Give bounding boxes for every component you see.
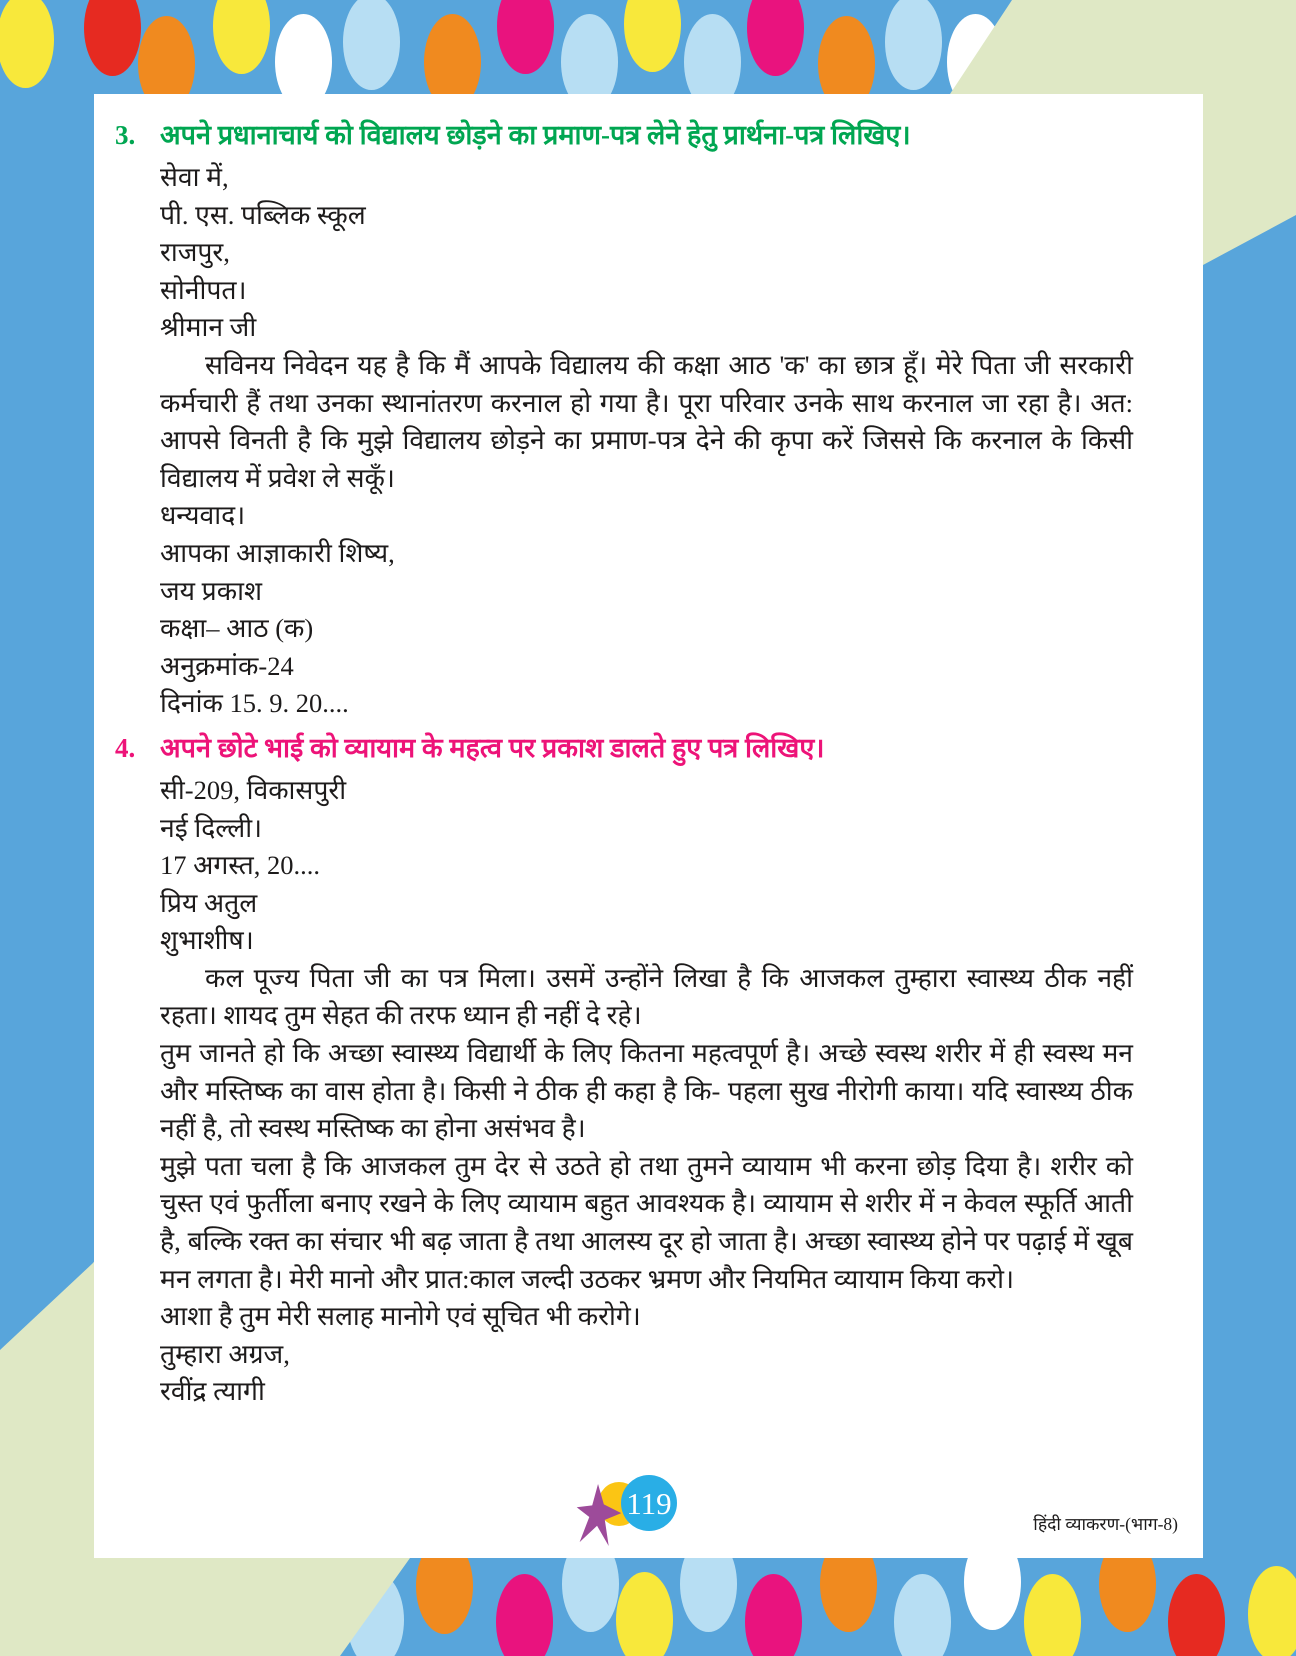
letter-line: दिनांक 15. 9. 20.... — [160, 688, 349, 719]
ribbon-star-icon — [576, 1484, 622, 1548]
question-number: 4. — [115, 732, 136, 763]
yellow-dot — [1248, 1566, 1296, 1656]
yellow-dot — [213, 0, 270, 74]
yellow-dot — [624, 0, 681, 72]
letter-body — [160, 772, 1133, 1411]
question-3-section — [115, 116, 1133, 723]
letter-line: आशा है तुम मेरी सलाह मानोगे एवं सूचित भी करोगे। — [160, 1301, 641, 1332]
yellow-dot — [616, 1572, 673, 1656]
letter-line: कक्षा– आठ (क) — [160, 613, 314, 644]
letter-line: जय प्रकाश — [160, 575, 262, 606]
letter-body — [160, 159, 1133, 723]
content-panel — [94, 94, 1203, 1558]
letter-line: 17 अगस्त, 20.... — [160, 850, 320, 881]
letter-paragraph: मुझे पता चला है कि आजकल तुम देर से उठते हो तथा तुमने व्यायाम भी करना छोड़ दिया है। शरीर को चुस्त एवं फुर्तीला बनाए रखने के लिए व्यायाम बहुत आवश्यक है। व्यायाम से शरीर में न केवल स्फूर्ति आती है, बल्कि रक्त का संचार भी बढ़ जाता है तथा आलस्य दूर हो जाता है। अच्छा स्वास्थ्य होने पर पढ़ाई में खूब मन लगता है। मेरी मानो और प्रात:काल जल्दी उठकर भ्रमण और नियमित व्यायाम किया करो। — [160, 1150, 1133, 1294]
badge-blue-circle — [621, 1475, 677, 1531]
letter-line: आपका आज्ञाकारी शिष्य, — [160, 537, 395, 568]
book-footer-label: हिंदी व्याकरण-(भाग-8) — [1033, 1514, 1178, 1534]
page-number-badge — [576, 1472, 706, 1548]
letter-line: तुम्हारा अग्रज, — [160, 1338, 290, 1369]
letter-line: धन्यवाद। — [160, 500, 246, 531]
question-title: अपने छोटे भाई को व्यायाम के महत्व पर प्रकाश डालते हुए पत्र लिखिए। — [160, 732, 825, 763]
magenta-dot — [496, 1574, 553, 1656]
letter-paragraph: सविनय निवेदन यह है कि मैं आपके विद्यालय की कक्षा आठ 'क' का छात्र हूँ। मेरे पिता जी सरकारी कर्मचारी हैं तथा उनका स्थानांतरण करनाल हो गया है। पूरा परिवार उनके साथ करनाल जा रहा है। अत: आपसे विनती है कि मुझे विद्यालय छोड़ने का प्रमाण-पत्र देने की कृपा करें जिससे कि करनाल के किसी विद्यालय में प्रवेश ले सकूँ। — [160, 349, 1133, 493]
page-content — [94, 94, 1203, 1411]
ltblue-dot — [343, 0, 400, 90]
magenta-dot — [747, 0, 804, 76]
yellow-dot — [0, 0, 54, 88]
letter-line: सोनीपत। — [160, 274, 247, 305]
red-dot — [1168, 1574, 1225, 1656]
question-title: अपने प्रधानाचार्य को विद्यालय छोड़ने का प्रमाण-पत्र लेने हेतु प्रार्थना-पत्र लिखिए। — [160, 120, 911, 150]
letter-line: रवींद्र त्यागी — [160, 1376, 265, 1407]
letter-line: प्रिय अतुल — [160, 887, 258, 918]
yellow-dot — [1024, 1574, 1081, 1656]
magenta-dot — [745, 1574, 802, 1656]
letter-line: सी-209, विकासपुरी — [160, 774, 347, 805]
letter-line: शुभाशीष। — [160, 925, 254, 956]
ltblue-dot — [894, 1574, 951, 1656]
letter-line: सेवा में, — [160, 162, 229, 192]
letter-line: अनुक्रमांक-24 — [160, 650, 294, 681]
letter-line: नई दिल्ली। — [160, 812, 263, 843]
red-dot — [84, 0, 141, 76]
magenta-dot — [497, 0, 554, 74]
letter-line: पी. एस. पब्लिक स्कूल — [160, 199, 366, 230]
question-number: 3. — [115, 120, 136, 150]
letter-paragraph: कल पूज्य पिता जी का पत्र मिला। उसमें उन्होंने लिखा है कि आजकल तुम्हारा स्वास्थ्य ठीक नहीं रहता। शायद तुम सेहत की तरफ ध्यान ही नहीं दे रहे। — [160, 962, 1133, 1031]
question-4-section — [115, 729, 1133, 1411]
letter-line: राजपुर, — [160, 237, 230, 268]
ltblue-dot — [885, 0, 942, 90]
question-heading — [115, 729, 1133, 767]
letter-line: श्रीमान जी — [160, 312, 257, 343]
page-number: 119 — [626, 1485, 672, 1521]
question-heading — [115, 116, 1133, 154]
letter-paragraph: तुम जानते हो कि अच्छा स्वास्थ्य विद्यार्थी के लिए कितना महत्वपूर्ण है। अच्छे स्वस्थ शरीर में ही स्वस्थ मन और मस्तिष्क का वास होता है। किसी ने ठीक ही कहा है कि- पहला सुख नीरोगी काया। यदि स्वास्थ्य ठीक नहीं है, तो स्वस्थ मस्तिष्क का होना असंभव है। — [160, 1038, 1133, 1144]
